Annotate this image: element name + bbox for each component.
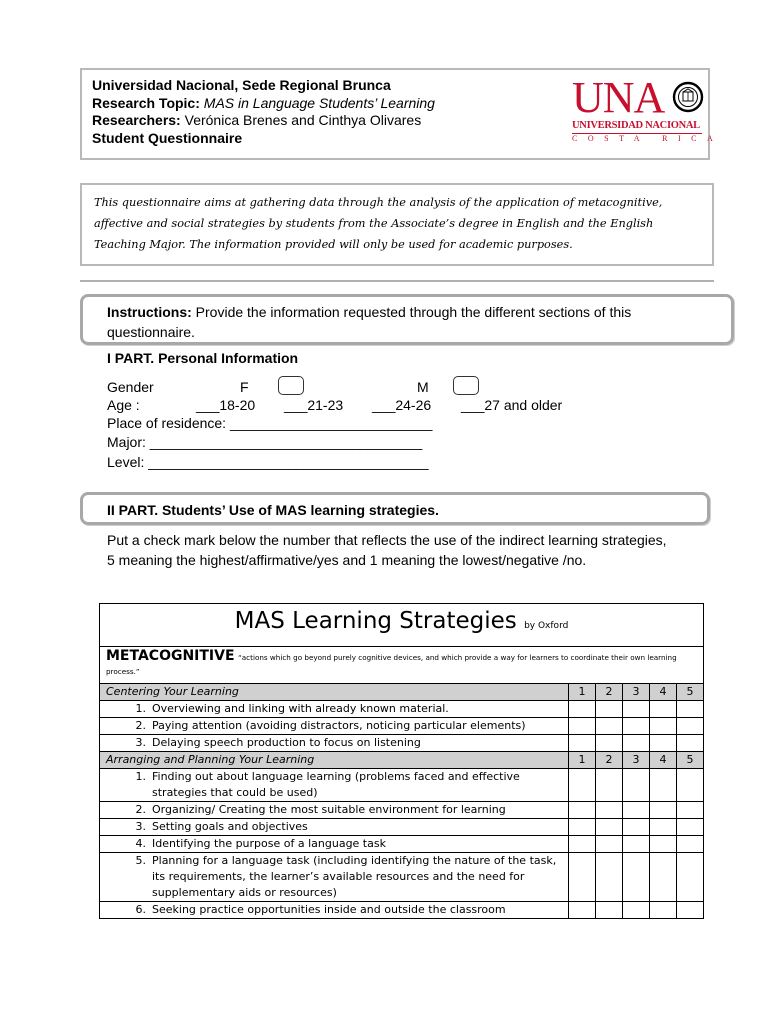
rating-cell-5[interactable]	[677, 701, 704, 718]
rating-cell-1[interactable]	[569, 769, 596, 802]
rating-cell-3[interactable]	[623, 902, 650, 919]
item-text: Planning for a language task (including identifying the nature of the task, its requirements, the learner’s available resources and the need for supplementary aids or resources)	[152, 854, 557, 899]
rating-cell-3[interactable]	[623, 853, 650, 902]
section-divider	[80, 280, 714, 282]
rating-cell-3[interactable]	[623, 701, 650, 718]
age-option-21-23[interactable]: ___21-23	[284, 397, 344, 413]
rating-cell-4[interactable]	[650, 853, 677, 902]
intro-box	[80, 183, 714, 266]
scale-header-4: 4	[650, 752, 677, 769]
rating-cell-2[interactable]	[596, 769, 623, 802]
logo-university-name: UNIVERSIDAD NACIONAL	[572, 120, 700, 131]
table-row	[100, 769, 704, 802]
table-row	[100, 853, 704, 902]
table-title-row	[100, 604, 704, 647]
instructions-text: Instructions: Provide the information requested through the different sections of this questionnaire.	[107, 304, 632, 340]
part2-box	[80, 492, 710, 525]
rating-cell-4[interactable]	[650, 836, 677, 853]
scale-header-2: 2	[596, 752, 623, 769]
item-text: Organizing/ Creating the most suitable environment for learning	[152, 803, 506, 816]
logo-mark: UNA	[572, 73, 665, 122]
rating-cell-4[interactable]	[650, 802, 677, 819]
level-field[interactable]: Level: ____________________________________	[107, 454, 429, 470]
metacognitive-quote: “actions which go beyond purely cognitive devices, and which provide a way for learners to coordinate their own learning process.”	[106, 653, 677, 676]
part1-title: I PART. Personal Information	[107, 350, 299, 366]
item-text: Seeking practice opportunities inside and outside the classroom	[152, 903, 506, 916]
rating-cell-3[interactable]	[623, 718, 650, 735]
rating-cell-1[interactable]	[569, 819, 596, 836]
category-row	[100, 752, 704, 769]
major-field[interactable]: Major: ___________________________________	[107, 434, 423, 450]
rating-cell-3[interactable]	[623, 819, 650, 836]
rating-cell-5[interactable]	[677, 769, 704, 802]
rating-cell-2[interactable]	[596, 735, 623, 752]
university-seal-icon	[672, 80, 704, 114]
age-label: Age :	[107, 397, 140, 413]
age-option-27-older[interactable]: ___27 and older	[461, 397, 563, 413]
research-topic: Research Topic: MAS in Language Students’ Learning	[92, 95, 435, 111]
rating-cell-5[interactable]	[677, 819, 704, 836]
gender-m-checkbox[interactable]	[453, 376, 479, 395]
scale-header-1: 1	[569, 684, 596, 701]
item-number: 1.	[135, 770, 146, 783]
rating-cell-1[interactable]	[569, 836, 596, 853]
scale-header-1: 1	[569, 752, 596, 769]
gender-label: Gender	[107, 379, 154, 395]
rating-cell-4[interactable]	[650, 819, 677, 836]
residence-field[interactable]: Place of residence: __________________________	[107, 415, 433, 431]
rating-cell-4[interactable]	[650, 902, 677, 919]
item-number: 2.	[135, 719, 146, 732]
gender-m-label: M	[417, 379, 429, 395]
category-label: Centering Your Learning	[100, 684, 569, 701]
item-number: 4.	[135, 837, 146, 850]
category-row	[100, 684, 704, 701]
table-row	[100, 902, 704, 919]
table-body	[100, 684, 704, 919]
table-row	[100, 701, 704, 718]
rating-cell-1[interactable]	[569, 902, 596, 919]
table-row	[100, 718, 704, 735]
scale-header-3: 3	[623, 684, 650, 701]
rating-cell-2[interactable]	[596, 802, 623, 819]
item-number: 3.	[135, 736, 146, 749]
item-number: 2.	[135, 803, 146, 816]
instructions-box	[80, 294, 734, 345]
table-row	[100, 836, 704, 853]
item-text: Overviewing and linking with already known material.	[152, 702, 449, 715]
gender-f-label: F	[240, 379, 249, 395]
rating-cell-2[interactable]	[596, 819, 623, 836]
item-number: 3.	[135, 820, 146, 833]
item-text: Finding out about language learning (problems faced and effective strategies that could be used)	[152, 770, 520, 799]
rating-cell-1[interactable]	[569, 735, 596, 752]
rating-cell-1[interactable]	[569, 853, 596, 902]
age-option-24-26[interactable]: ___24-26	[372, 397, 432, 413]
rating-cell-1[interactable]	[569, 802, 596, 819]
table-row	[100, 802, 704, 819]
rating-cell-4[interactable]	[650, 769, 677, 802]
scale-header-2: 2	[596, 684, 623, 701]
item-text: Paying attention (avoiding distractors, noticing particular elements)	[152, 719, 526, 732]
gender-f-checkbox[interactable]	[278, 376, 304, 395]
rating-cell-2[interactable]	[596, 701, 623, 718]
table-row	[100, 735, 704, 752]
item-text: Delaying speech production to focus on listening	[152, 736, 421, 749]
rating-cell-5[interactable]	[677, 735, 704, 752]
item-text: Setting goals and objectives	[152, 820, 308, 833]
rating-cell-5[interactable]	[677, 802, 704, 819]
metacognitive-heading: METACOGNITIVE	[106, 648, 235, 664]
rating-cell-1[interactable]	[569, 718, 596, 735]
rating-cell-2[interactable]	[596, 853, 623, 902]
scale-header-5: 5	[677, 752, 704, 769]
scale-header-3: 3	[623, 752, 650, 769]
rating-cell-3[interactable]	[623, 836, 650, 853]
rating-cell-4[interactable]	[650, 701, 677, 718]
logo-country: COSTA RICA	[572, 134, 724, 143]
rating-cell-2[interactable]	[596, 718, 623, 735]
metacognitive-row	[100, 647, 704, 684]
rating-cell-5[interactable]	[677, 836, 704, 853]
rating-cell-5[interactable]	[677, 718, 704, 735]
rating-cell-2[interactable]	[596, 902, 623, 919]
rating-cell-4[interactable]	[650, 718, 677, 735]
intro-text: This questionnaire aims at gathering data through the analysis of the application of metacognitive, affective and social strategies by students from the Associate’s degree in English and the English Teaching Major. The information provided will only be used for academic purposes.	[94, 196, 663, 251]
age-option-18-20[interactable]: ___18-20	[196, 397, 256, 413]
rating-cell-3[interactable]	[623, 802, 650, 819]
una-logo	[572, 73, 724, 143]
scale-header-4: 4	[650, 684, 677, 701]
item-number: 5.	[135, 854, 146, 867]
document-type: Student Questionnaire	[92, 130, 243, 146]
part2-title: II PART. Students’ Use of MAS learning strategies.	[107, 502, 439, 518]
item-number: 6.	[135, 903, 146, 916]
researchers: Researchers: Verónica Brenes and Cinthya Olivares	[92, 112, 422, 128]
table-row	[100, 819, 704, 836]
header-box	[80, 68, 724, 160]
item-text: Identifying the purpose of a language task	[152, 837, 386, 850]
table-title: MAS Learning Strategies by Oxford	[100, 604, 704, 647]
item-number: 1.	[135, 702, 146, 715]
scale-header-5: 5	[677, 684, 704, 701]
rating-cell-2[interactable]	[596, 836, 623, 853]
university-name: Universidad Nacional, Sede Regional Brunca	[92, 77, 391, 93]
rating-cell-5[interactable]	[677, 853, 704, 902]
category-label: Arranging and Planning Your Learning	[100, 752, 569, 769]
part2-instructions: Put a check mark below the number that reflects the use of the indirect learning strategies, 5 meaning the highest/affirmative/yes and 1 meaning the lowest/negative /no.	[107, 532, 667, 568]
rating-cell-5[interactable]	[677, 902, 704, 919]
rating-cell-3[interactable]	[623, 735, 650, 752]
mas-strategies-table	[99, 603, 704, 919]
rating-cell-4[interactable]	[650, 735, 677, 752]
rating-cell-3[interactable]	[623, 769, 650, 802]
rating-cell-1[interactable]	[569, 701, 596, 718]
